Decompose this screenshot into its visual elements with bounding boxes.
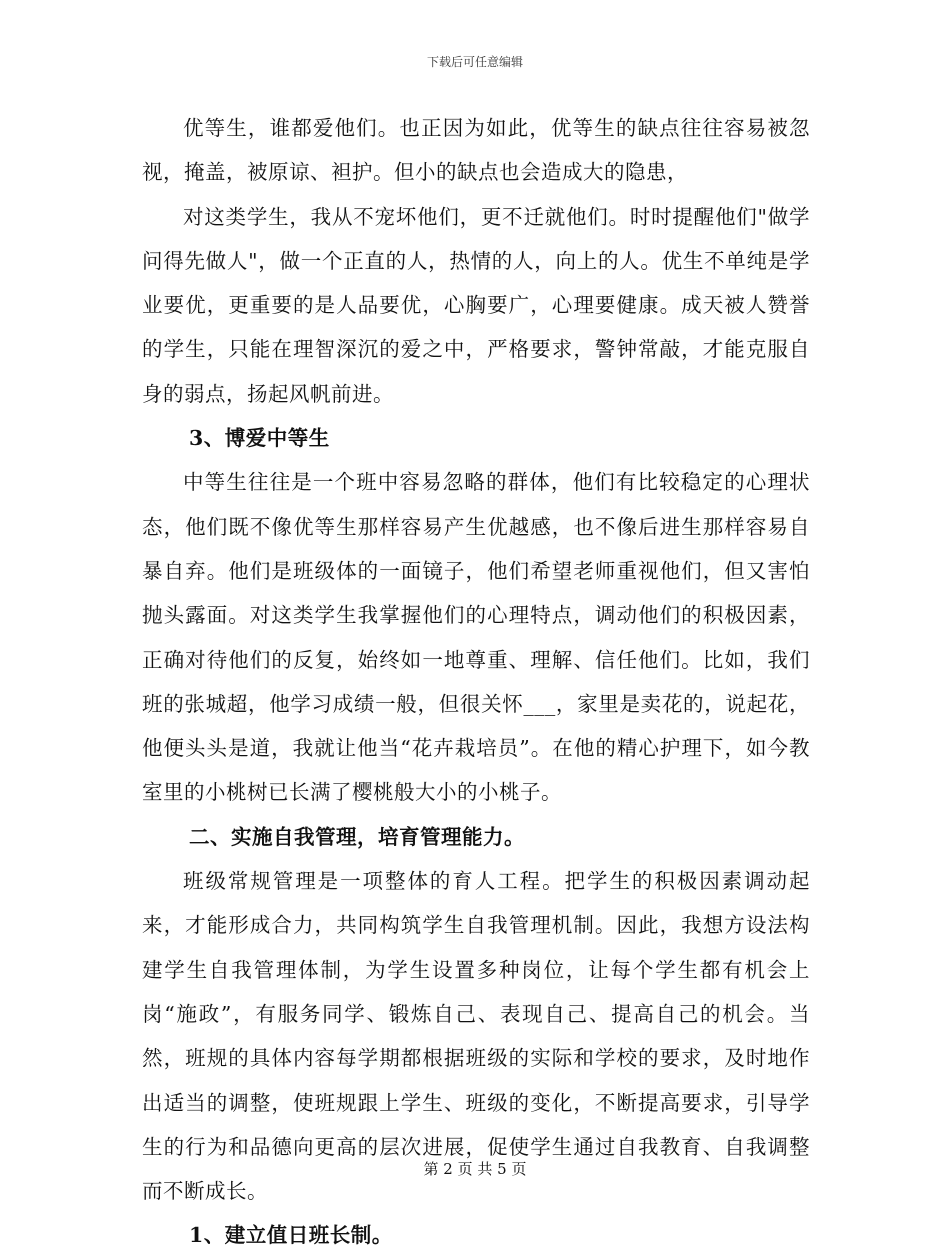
- page-number-footer: 第 2 页 共 5 页: [423, 1160, 527, 1178]
- paragraph-top-students-intro: 优等生，谁都爱他们。也正因为如此，优等生的缺点往往容易被忽视，掩盖，被原谅、袒护。但小的缺点也会造成大的隐患，: [142, 116, 810, 185]
- paragraph-self-management: 班级常规管理是一项整体的育人工程。把学生的积极因素调动起来，才能形成合力，共同构筑学生自我管理机制。因此，我想方设法构建学生自我管理体制，为学生设置多种岗位，让每个学生都有机会上岗“施政”，有服务同学、锻炼自己、表现自己、提高自己的机会。当然，班规的具体内容每学期都根据班级的实际和学校的要求，及时地作出适当的调整，使班规跟上学生、班级的变化，不断提高要求，引导学生的行为和品德向更高的层次进展，促使学生通过自我教育、自我调整而不断成长。: [142, 869, 810, 1204]
- heading-middle-students: 3、博爱中等生: [189, 426, 330, 451]
- document-body: [142, 106, 810, 1258]
- paragraph-middle-students: 中等生往往是一个班中容易忽略的群体，他们有比较稳定的心理状态，他们既不像优等生那样容易产生优越感，也不像后进生那样容易自暴自弃。他们是班级体的一面镜子，他们希望老师重视他们，但又害怕抛头露面。对这类学生我掌握他们的心理特点，调动他们的积极因素，正确对待他们的反复，始终如一地尊重、理解、信任他们。比如，我们班的张城超，他学习成绩一般，但很关怀___，家里是卖花的，说起花，他便头头是道，我就让他当“花卉栽培员”。在他的精心护理下，如今教室里的小桃树已长满了樱桃般大小的小桃子。: [142, 470, 810, 805]
- heading-duty-monitor: 1、建立值日班长制。: [189, 1223, 393, 1248]
- heading-self-management: 二、实施自我管理，培育管理能力。: [189, 824, 525, 849]
- page-header-note: 下载后可任意编辑: [426, 55, 523, 69]
- paragraph-top-students-approach: 对这类学生，我从不宠坏他们，更不迁就他们。时时提醒他们"做学问得先做人"，做一个正直的人，热情的人，向上的人。优生不单纯是学业要优，更重要的是人品要优，心胸要广，心理要健康。成天被人赞誉的学生，只能在理智深沉的爱之中，严格要求，警钟常敲，才能克服自身的弱点，扬起风帆前进。: [142, 204, 810, 406]
